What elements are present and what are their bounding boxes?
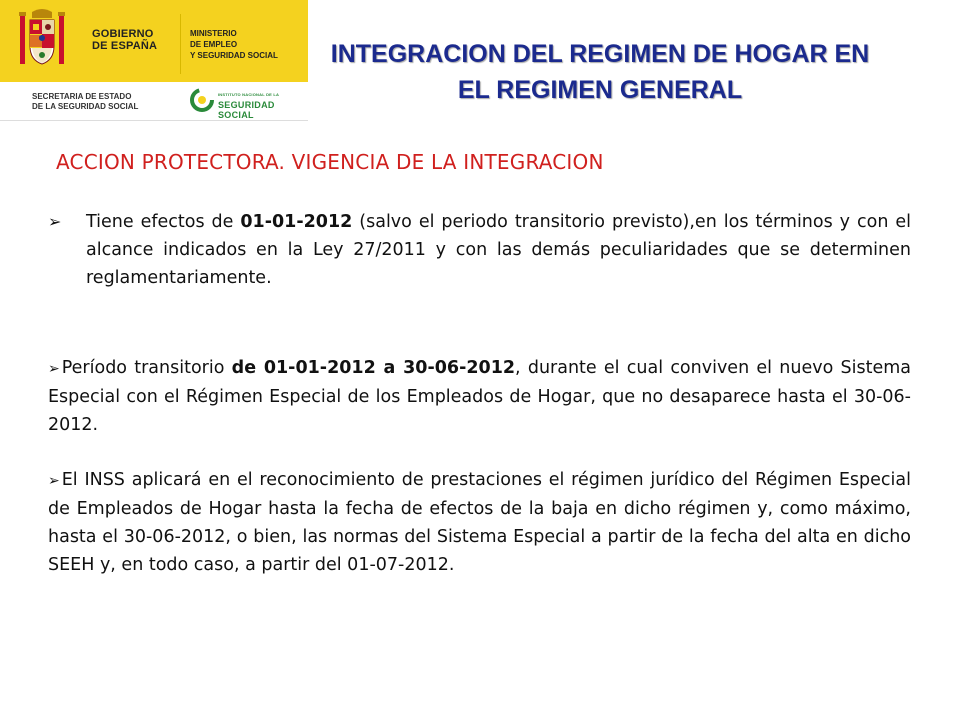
period-highlight: de 01-01-2012 a 30-06-2012 <box>231 358 516 378</box>
gobierno-text: GOBIERNO DE ESPAÑA <box>92 28 158 52</box>
gobierno-banner <box>0 0 308 82</box>
title-line-2: EL REGIMEN GENERAL <box>457 76 743 104</box>
bullet-arrow-icon: ➢ <box>48 212 62 231</box>
bullet-arrow-icon: ➢ <box>48 473 60 489</box>
coat-of-arms-icon <box>18 8 66 70</box>
secretaria-text: SECRETARIA DE ESTADO DE LA SEGURIDAD SOCIAL <box>32 92 139 111</box>
bullet-arrow-icon: ➢ <box>48 361 60 377</box>
ministerio-text: MINISTERIO DE EMPLEO Y SEGURIDAD SOCIAL <box>190 29 278 60</box>
header-logo-block <box>0 0 308 120</box>
inss-big-text: SEGURIDAD SOCIAL <box>218 100 275 120</box>
seguridad-social-logo-icon <box>190 88 214 112</box>
page-title <box>320 36 880 108</box>
secretaria-banner <box>0 82 308 121</box>
title-line-1: INTEGRACION DEL REGIMEN DE HOGAR EN <box>330 40 870 68</box>
paragraph-periodo-transitorio: ➢ Período transitorio de 01-01-2012 a 30-06-2012, durante el cual conviven el nuevo Sistema Especial con el Régimen Especial de los Empleados de Hogar, que no desaparece hasta el 30-06-2012. <box>48 358 911 435</box>
paragraph-inss: ➢ El INSS aplicará en el reconocimiento de prestaciones el régimen jurídico del Régimen Especial de Empleados de Hogar hasta la fecha de efectos de la baja en dicho régimen y, como máximo, hasta el 30-06-2012, o bien, las normas del Sistema Especial a partir de la fecha del alta en dicho SEEH y, en todo caso, a partir del 01-07-2012. <box>48 470 911 575</box>
section-subtitle: ACCION PROTECTORA. VIGENCIA DE LA INTEGRACION <box>56 150 604 174</box>
divider <box>180 14 181 74</box>
paragraph-efectos: Tiene efectos de 01-01-2012 (salvo el periodo transitorio previsto),en los términos y con el alcance indicados en la Ley 27/2011 y con las demás peculiaridades que se determinen reglamentariamente. <box>86 212 911 288</box>
date-highlight: 01-01-2012 <box>240 212 353 232</box>
inss-small-text: INSTITUTO NACIONAL DE LA <box>218 92 280 97</box>
